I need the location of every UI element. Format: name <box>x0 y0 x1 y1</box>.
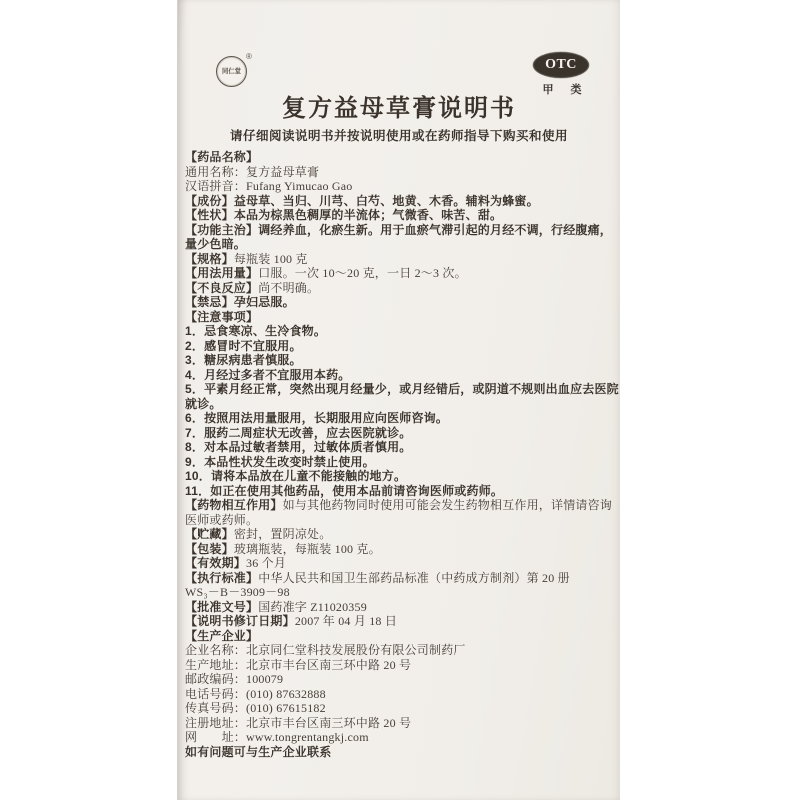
package-insert <box>177 0 620 800</box>
insert-line <box>185 310 612 325</box>
insert-line-segment: 每瓶装 100 克 <box>233 251 308 266</box>
insert-line <box>185 440 612 455</box>
insert-line-segment: 企业名称：北京同仁堂科技发展股份有限公司制药厂 <box>185 643 466 657</box>
insert-line-segment: 密封，置阴凉处。 <box>233 527 332 541</box>
insert-line-segment: 【不良反应】 <box>185 280 259 295</box>
insert-line <box>185 165 612 180</box>
insert-line-segment: 【成份】 <box>185 193 234 208</box>
insert-line <box>185 324 612 339</box>
insert-line-segment: 【用法用量】 <box>185 266 259 280</box>
insert-line-segment: 36 个月 <box>246 556 287 570</box>
insert-line-segment: 传真号码：(010) 67615182 <box>185 701 326 715</box>
insert-line <box>185 208 612 223</box>
insert-line-segment: 【药品名称】 <box>185 150 259 164</box>
insert-line <box>185 281 612 296</box>
seal-label: 同仁堂 <box>222 67 241 75</box>
insert-line-segment: 4．月经过多者不宜服用本药。 <box>185 367 351 382</box>
insert-line <box>185 411 612 426</box>
insert-line-segment: 医师或药师。 <box>185 512 259 527</box>
insert-line <box>185 643 612 658</box>
insert-line-segment: 中华人民共和国卫生部药品标准（中药成方制剂）第 20 册 <box>258 570 570 585</box>
insert-line-segment: 1．忌食寒凉、生冷食物。 <box>185 324 327 338</box>
otc-class-label: 甲 类 <box>542 84 589 96</box>
insert-line-segment: 2007 年 04 月 18 日 <box>294 614 398 628</box>
insert-line-segment: 玻璃瓶装，每瓶装 100 克。 <box>233 541 381 556</box>
insert-line-segment: 3．糖尿病患者慎服。 <box>185 353 302 367</box>
insert-line <box>185 687 612 702</box>
insert-line <box>185 252 612 267</box>
insert-line-segment: 【说明书修订日期】 <box>185 614 295 628</box>
insert-line <box>185 382 619 397</box>
insert-line-segment: 【贮藏】 <box>185 527 234 541</box>
insert-line <box>185 600 612 615</box>
insert-line-segment: 网 址：www.tongrentangkj.com <box>185 730 369 744</box>
insert-line <box>185 368 612 383</box>
insert-line <box>185 353 612 368</box>
insert-line-segment: 【生产企业】 <box>185 628 259 643</box>
insert-line <box>185 150 612 165</box>
insert-line-segment: 孕妇忌服。 <box>233 295 295 309</box>
insert-line <box>185 527 612 542</box>
insert-line <box>185 513 612 528</box>
insert-line-segment: 国药准字 Z11020359 <box>258 599 367 614</box>
insert-line-segment: 9．本品性状发生改变时禁止使用。 <box>185 454 375 469</box>
insert-line <box>185 498 612 513</box>
insert-line-segment: 【包装】 <box>185 541 234 556</box>
insert-line <box>185 397 612 412</box>
insert-line <box>185 266 612 281</box>
insert-line-segment: 如与其他药物同时使用可能会发生药物相互作用，详情请咨询 <box>282 498 613 512</box>
insert-line-segment: 【性状】 <box>185 208 234 222</box>
insert-line-segment: 8．对本品过敏者禁用，过敏体质者慎用。 <box>185 440 412 454</box>
insert-line <box>185 426 612 441</box>
insert-line-segment: 通用名称：复方益母草膏 <box>185 164 320 179</box>
insert-line-segment: 就诊。 <box>185 396 222 411</box>
insert-line-segment: 电话号码：(010) 87632888 <box>185 686 326 701</box>
registered-trademark-icon: ® <box>246 52 252 61</box>
insert-line <box>185 223 612 238</box>
insert-line <box>185 571 612 586</box>
insert-line <box>185 295 612 310</box>
insert-line-segment: 2．感冒时不宜服用。 <box>185 338 302 353</box>
otc-label: OTC <box>545 57 577 72</box>
insert-line <box>185 585 612 600</box>
insert-line-segment: 【禁忌】 <box>185 295 234 309</box>
insert-line-segment: 【执行标准】 <box>185 570 259 585</box>
insert-line-segment: 【批准文号】 <box>185 599 259 614</box>
insert-line <box>185 339 612 354</box>
insert-line-segment: 口服。一次 10～20 克，一日 2～3 次。 <box>258 266 467 280</box>
tongrentang-seal-logo <box>216 52 260 92</box>
insert-line <box>185 556 612 571</box>
insert-line <box>185 542 612 557</box>
insert-line-segment: 5．平素月经正常，突然出现月经量少，或月经错后，或阴道不规则出血应去医院 <box>185 382 619 396</box>
insert-line <box>185 179 612 194</box>
insert-line-segment: 汉语拼音：Fufang Yimucao Gao <box>185 179 353 193</box>
insert-line-segment: 6．按照用法用量服用，长期服用应向医师咨询。 <box>185 411 449 425</box>
insert-line <box>185 469 612 484</box>
insert-line-segment: 生产地址：北京市丰台区南三环中路 20 号 <box>185 657 412 672</box>
insert-line <box>185 194 612 209</box>
insert-line-segment: 如有问题可与生产企业联系 <box>185 744 332 759</box>
insert-body <box>185 150 619 759</box>
insert-line-segment: 【注意事项】 <box>185 309 259 324</box>
insert-line <box>185 455 612 470</box>
insert-line-segment: 益母草、当归、川芎、白芍、地黄、木香。辅料为蜂蜜。 <box>233 193 539 208</box>
insert-line <box>185 629 612 644</box>
insert-line-segment: 邮政编码：100079 <box>185 672 284 686</box>
insert-line-segment: 【药物相互作用】 <box>185 498 283 512</box>
insert-line-segment: 【有效期】 <box>185 556 247 570</box>
insert-line-segment: 尚不明确。 <box>258 280 320 295</box>
insert-line-segment: 【功能主治】 <box>185 222 259 237</box>
insert-line-segment: 调经养血，化瘀生新。用于血瘀气滞引起的月经不调，行经腹痛， <box>258 222 613 237</box>
insert-line <box>185 716 612 731</box>
insert-line-segment: 注册地址：北京市丰台区南三环中路 20 号 <box>185 715 412 730</box>
insert-line-segment: 量少色暗。 <box>185 237 247 251</box>
otc-icon <box>533 52 589 78</box>
insert-line <box>185 672 612 687</box>
insert-line <box>185 745 612 760</box>
page-title: 复方益母草膏说明书 <box>282 95 516 122</box>
insert-line <box>185 237 612 252</box>
insert-line-segment: 10．请将本品放在儿童不能接触的地方。 <box>185 469 407 483</box>
insert-line <box>185 484 612 499</box>
insert-line <box>185 658 612 673</box>
seal-icon <box>216 56 247 87</box>
insert-line-segment: 11．如正在使用其他药品，使用本品前请咨询医师或药师。 <box>185 483 504 498</box>
insert-line <box>185 701 612 716</box>
subtitle: 请仔细阅读说明书并按说明使用或在药师指导下购买和使用 <box>229 129 568 143</box>
insert-line-segment: WS₃－B－3909－98 <box>185 585 290 599</box>
insert-line <box>185 614 612 629</box>
insert-line-segment: 【规格】 <box>185 251 234 266</box>
insert-line-segment: 本品为棕黑色稠厚的半流体；气微香、味苦、甜。 <box>233 208 503 222</box>
insert-line-segment: 7．服药二周症状无改善，应去医院就诊。 <box>185 425 412 440</box>
insert-line <box>185 730 612 745</box>
